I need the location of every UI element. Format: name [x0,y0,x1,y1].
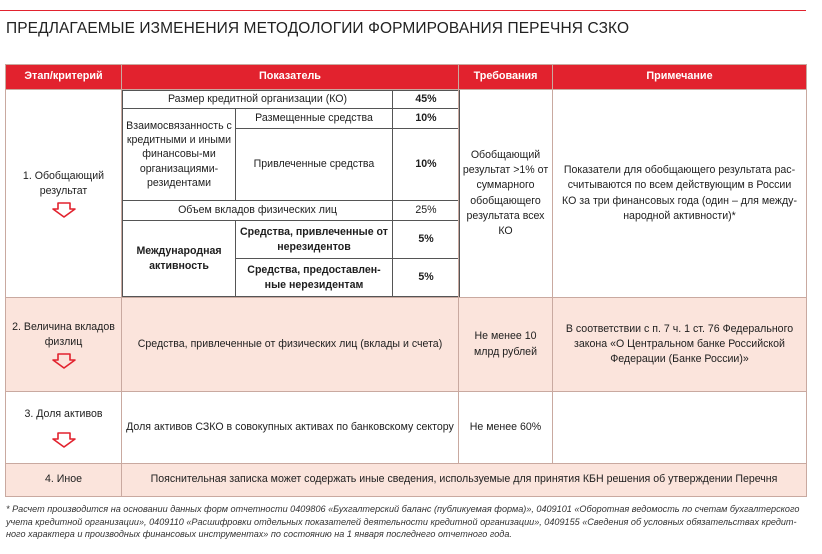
top-divider [0,10,806,11]
header-requirements: Требования [459,65,553,90]
table-row [123,91,460,109]
header-stage: Этап/критерий [6,65,122,90]
footnote: * Расчет производится на основании данных форм отчетности 0409806 «Бухгалтерский баланс (публикуемая форма)», 0409101 «Оборотная ведомость по счетам бухгалтерского учета кредитной организации», 0409110 «Расшифровки отдельных показателей деятельности кредитной организации», 0409155 «Сведения об условных обязательствах кредит-ного характера и производных финансовых инструментах» по состоянию на 1 января последнего отчетного года. [6,504,800,540]
table-row-generalized-result [6,90,807,298]
header-note: Примечание [553,65,807,90]
down-arrow-icon [51,353,77,369]
intl-activity-label: Международная активность [123,221,236,297]
stage-label-2: 2. Величина вкладов физлиц [12,320,115,348]
methodology-table [5,64,807,497]
requirement-cell-1: Обобщающий результат >1% от суммарного обобщающего результата всех КО [459,90,553,298]
table-row [123,109,460,129]
note-cell-2: В соответствии с п. 7 ч. 1 ст. 76 Федерального закона «О Центральном банке Российской Федерации (Банке России)» [553,298,807,392]
indicator-breakdown-table [122,90,460,297]
size-value: 45% [393,91,460,109]
indicator-cell-3: Доля активов СЗКО в совокупных активах по банковскому сектору [122,392,459,464]
attracted-nonres-value: 5% [393,221,460,259]
stage-label-3: 3. Доля активов [24,407,103,420]
table-row-deposits [6,298,807,392]
attracted-nonres-label: Средства, привлеченные от нерезидентов [236,221,393,259]
table-row [123,201,460,221]
provided-nonres-label: Средства, предоставлен-ные нерезидентам [236,259,393,297]
down-arrow-icon [51,202,77,218]
interconnect-label: Взаимосвязанность с кредитными и иными финансовы-ми организациями-резидентами [123,109,236,201]
indicator-cell-2: Средства, привлеченные от физических лиц (вклады и счета) [122,298,459,392]
stage-cell-2 [6,298,122,392]
provided-nonres-value: 5% [393,259,460,297]
stage-cell-4: 4. Иное [6,464,122,497]
indicator-cell-4: Пояснительная записка может содержать иные сведения, используемые для принятия КБН решения об утверждении Перечня [122,464,807,497]
stage-cell-1 [6,90,122,298]
table-row [123,221,460,259]
table-header-row [6,65,807,90]
table-row-assets-share [6,392,807,464]
placed-funds-label: Размещенные средства [236,109,393,129]
stage-label-1: 1. Обобщающий результат [22,169,105,197]
indicator-cell-1 [122,90,459,298]
page-title: ПРЕДЛАГАЕМЫЕ ИЗМЕНЕНИЯ МЕТОДОЛОГИИ ФОРМИРОВАНИЯ ПЕРЕЧНЯ СЗКО [6,20,630,37]
requirement-cell-2: Не менее 10 млрд рублей [459,298,553,392]
header-indicator: Показатель [122,65,459,90]
stage-cell-3 [6,392,122,464]
attracted-funds-label: Привлеченные средства [236,129,393,201]
table-row-other [6,464,807,497]
deposits-value: 25% [393,201,460,221]
down-arrow-icon [51,432,77,448]
size-label: Размер кредитной организации (КО) [123,91,393,109]
attracted-funds-value: 10% [393,129,460,201]
requirement-cell-3: Не менее 60% [459,392,553,464]
note-cell-1: Показатели для обобщающего результата рас-считываются по всем действующим в России КО за три финансовых года (один – для между-народной активности)* [553,90,807,298]
placed-funds-value: 10% [393,109,460,129]
note-cell-3 [553,392,807,464]
deposits-label: Объем вкладов физических лиц [123,201,393,221]
